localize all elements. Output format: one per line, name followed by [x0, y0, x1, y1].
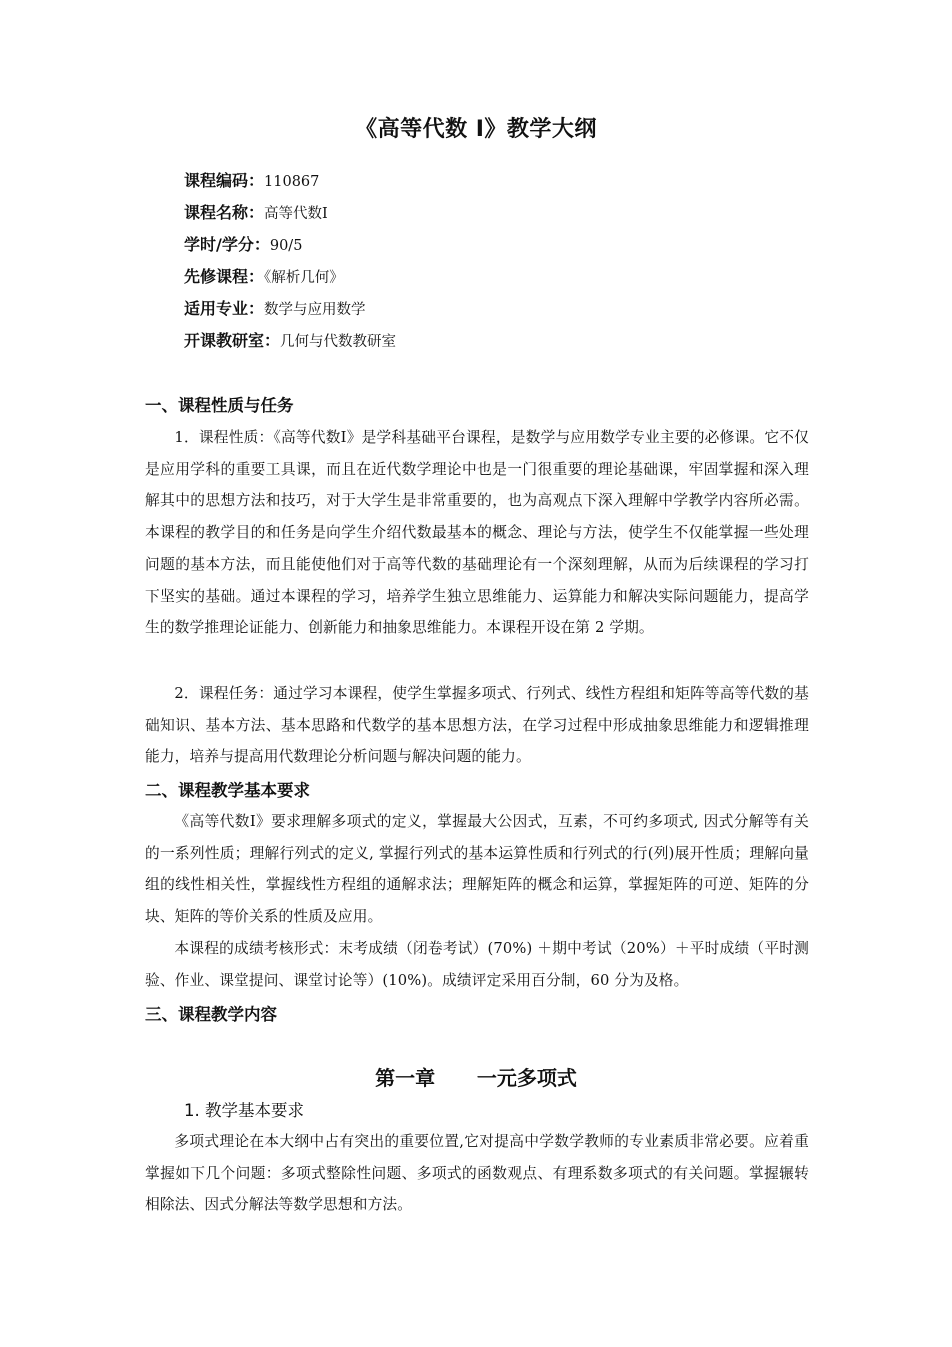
major-label: 适用专业： [184, 299, 265, 318]
prerequisite-value: 《解析几何》 [264, 270, 344, 286]
paragraph-chapter-requirements: 多项式理论在本大纲中占有突出的重要位置,它对提高中学数学教师的专业素质非常必要。应着重掌握如下几个问题：多项式整除性问题、多项式的函数观点、有理系数多项式的有关问题。掌握辗转相除法、因式分解法等数学思想和方法。 [145, 1133, 809, 1214]
course-name-row [184, 200, 396, 232]
prerequisite-label: 先修课程： [184, 267, 265, 286]
department-row [184, 328, 396, 360]
major-row [184, 296, 396, 328]
section-heading-nature: 一、课程性质与任务 [145, 396, 294, 415]
department-label: 开课教研室： [184, 331, 281, 350]
paragraph-requirements: 《高等代数Ⅰ》要求理解多项式的定义，掌握最大公因式，互素，不可约多项式, 因式分解等有关的一系列性质；理解行列式的定义, 掌握行列式的基本运算性质和行列式的行(列)展开性质；理解向量组的线性相关性，掌握线性方程组的通解求法；理解矩阵的概念和运算，掌握矩阵的可逆、矩阵的分块、矩阵的等价关系的性质及应用。 [145, 813, 809, 926]
course-name-value: 高等代数Ⅰ [264, 206, 328, 222]
chapter-title: 第一章 一元多项式 [375, 1066, 577, 1090]
section-heading-requirements: 二、课程教学基本要求 [145, 781, 310, 800]
course-code-label: 课程编码： [184, 171, 265, 190]
credit-hours-row [184, 232, 396, 264]
credit-hours-label: 学时/学分： [184, 235, 270, 254]
course-name-label: 课程名称： [184, 203, 265, 222]
document-title: 《高等代数 I》教学大纲 [355, 117, 597, 142]
prerequisite-row [184, 264, 396, 296]
section-heading-content: 三、课程教学内容 [145, 1005, 277, 1024]
paragraph-course-nature: 1．课程性质：《高等代数Ⅰ》是学科基础平台课程，是数学与应用数学专业主要的必修课。它不仅是应用学科的重要工具课，而且在近代数学理论中也是一门很重要的理论基础课，牢固掌握和深入理解其中的思想方法和技巧，对于大学生是非常重要的，也为高观点下深入理解中学教学内容所必需。本课程的教学目的和任务是向学生介绍代数最基本的概念、理论与方法，使学生不仅能掌握一些处理问题的基本方法，而且能使他们对于高等代数的基础理论有一个深刻理解，从而为后续课程的学习打下坚实的基础。通过本课程的学习，培养学生独立思维能力、运算能力和解决实际问题能力，提高学生的数学推理论证能力、创新能力和抽象思维能力。本课程开设在第 2 学期。 [145, 429, 809, 637]
chapter-subheading: 1. 教学基本要求 [184, 1101, 304, 1120]
paragraph-assessment: 本课程的成绩考核形式：末考成绩（闭卷考试）(70%) ＋期中考试（20%）＋平时成绩（平时测验、作业、课堂提问、课堂讨论等）(10%)。成绩评定采用百分制，60 分为及格。 [145, 940, 809, 989]
credit-hours-value: 90/5 [269, 238, 303, 254]
course-info-block [184, 168, 396, 360]
department-value: 几何与代数教研室 [280, 334, 397, 350]
course-code-value: 110867 [264, 174, 320, 190]
paragraph-course-task: 2．课程任务：通过学习本课程，使学生掌握多项式、行列式、线性方程组和矩阵等高等代数的基础知识、基本方法、基本思路和代数学的基本思想方法，在学习过程中形成抽象思维能力和逻辑推理能力，培养与提高用代数理论分析问题与解决问题的能力。 [145, 685, 809, 766]
major-value: 数学与应用数学 [264, 302, 366, 318]
course-code-row [184, 168, 396, 200]
